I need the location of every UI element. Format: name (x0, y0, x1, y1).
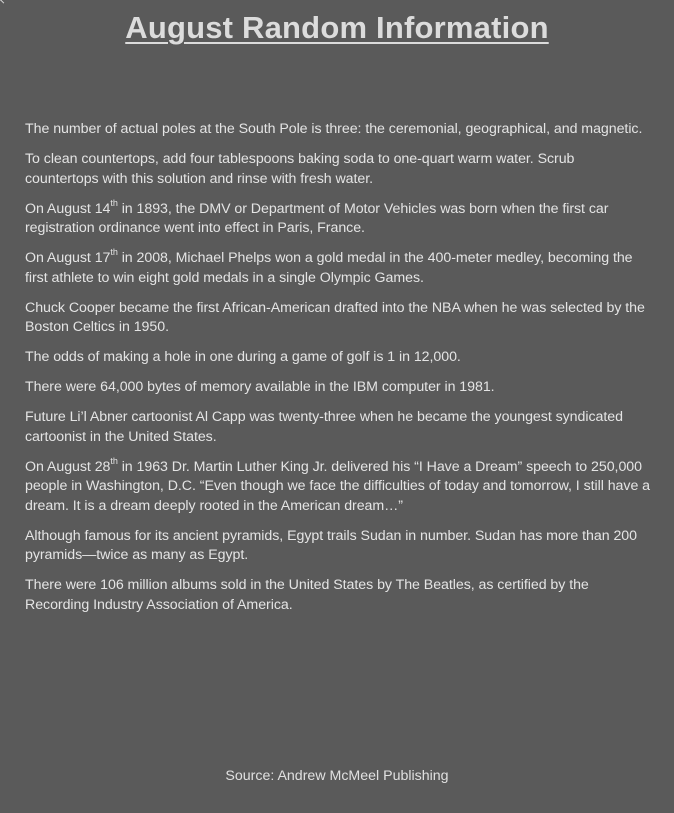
fact-text: There were 64,000 bytes of memory available in the IBM computer in 1981. (25, 379, 495, 395)
ordinal-suffix: th (110, 197, 118, 208)
source-credit: Source: Andrew McMeel Publishing (225, 768, 449, 784)
fact-south-pole (25, 120, 651, 140)
fact-beatles (25, 576, 651, 615)
fact-al-capp (25, 408, 651, 447)
fact-text-start: On August 28 (25, 458, 111, 475)
fact-mlk (25, 455, 651, 517)
fact-text-start: On August 17 (25, 250, 111, 266)
fact-golf (25, 348, 651, 368)
fact-ibm (25, 378, 651, 398)
page-title: August Random Information (125, 10, 549, 45)
fact-pyramids (25, 527, 651, 566)
fact-text: Although famous for its ancient pyramids, Egypt trails Sudan in number. Sudan has more than 200 pyramids—twice as many as Egypt. (25, 527, 637, 563)
fact-phelps (25, 249, 651, 288)
ordinal-suffix: th (110, 247, 118, 258)
fact-countertops (25, 150, 651, 189)
fact-text: Chuck Cooper became the first African-American drafted into the NBA when he was selected by the Boston Celtics in 1950. (25, 299, 645, 335)
fact-dmv (25, 197, 651, 239)
fact-text-end: in 2008, Michael Phelps won a gold medal in the 400-meter medley, becoming the first athlete to win eight gold medals in a single Olympic Games. (25, 250, 633, 286)
corner-mark (0, 0, 7, 4)
facts-list (25, 120, 651, 626)
fact-text-end: in 1893, the DMV or Department of Motor Vehicles was born when the first car registration ordinance went into effect in Paris, France. (25, 200, 609, 236)
fact-text-start: On August 14 (25, 200, 111, 217)
fact-text-end: in 1963 Dr. Martin Luther King Jr. delivered his “I Have a Dream” speech to 250,000 people in Washington, D.C. “Even though we face the difficulties of today and tomorrow, I still have a dream. It is a dream deeply rooted in the American dream…” (25, 458, 651, 514)
fact-text: There were 106 million albums sold in the United States by The Beatles, as certified by the Recording Industry Association of America. (25, 577, 589, 613)
ordinal-suffix: th (110, 455, 118, 466)
fact-text: The number of actual poles at the South Pole is three: the ceremonial, geographical, and magnetic. (25, 121, 643, 137)
fact-chuck-cooper (25, 299, 651, 338)
fact-text: To clean countertops, add four tablespoons baking soda to one-quart warm water. Scrub countertops with this solution and rinse with fresh water. (25, 151, 575, 187)
fact-text: The odds of making a hole in one during a game of golf is 1 in 12,000. (25, 349, 461, 365)
fact-text: Future Li’l Abner cartoonist Al Capp was twenty-three when he became the youngest syndicated cartoonist in the United States. (25, 409, 623, 445)
